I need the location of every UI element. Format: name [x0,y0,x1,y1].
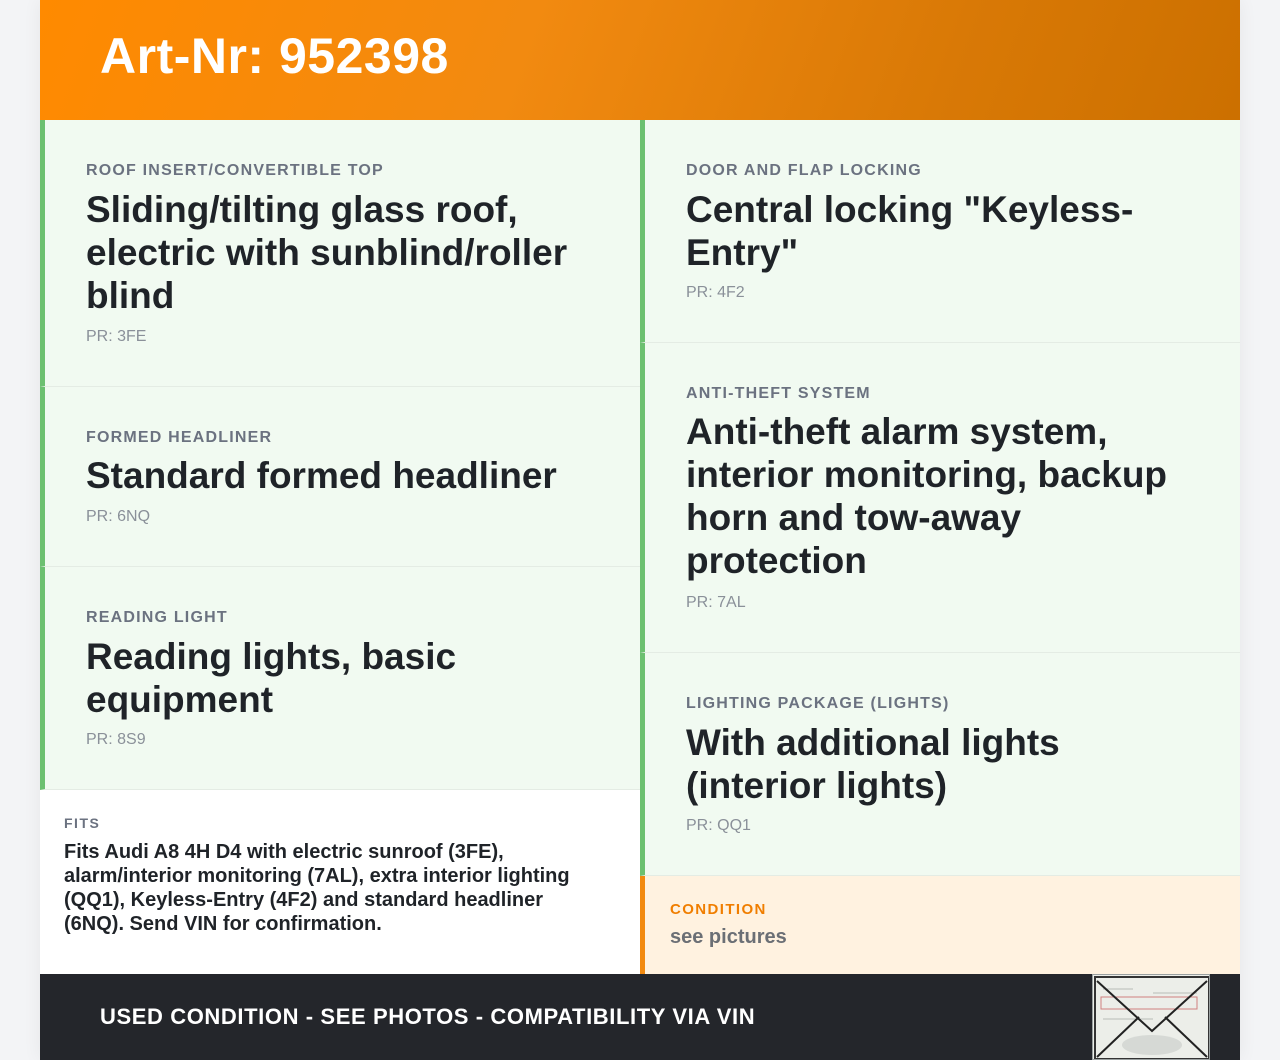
feature-card-reading-light [40,567,640,790]
feature-category: READING LIGHT [86,609,228,626]
feature-pr-code: PR: 4F2 [686,284,745,301]
left-column [40,120,640,790]
feature-card-lighting-package [640,653,1240,876]
feature-pr-code: PR: 7AL [686,594,746,611]
page [40,0,1240,1060]
fits-text: Fits Audi A8 4H D4 with electric sunroof (3FE), alarm/interior monitoring (7AL), extra interior lighting (QQ1), Keyless-Entry (4F2) and standard headliner (6NQ). Send VIN for confirmation. [64,841,570,935]
condition-value: see pictures [670,926,787,948]
feature-pr-code: PR: 3FE [86,328,147,345]
feature-title: Reading lights, basic equipment [86,636,457,720]
feature-category: DOOR AND FLAP LOCKING [686,162,922,179]
feature-category: FORMED HEADLINER [86,429,273,446]
header [40,0,1240,120]
feature-card-headliner [40,387,640,567]
feature-card-locking [640,120,1240,343]
feature-title: Anti-theft alarm system, interior monitoring, backup horn and tow-away protection [686,411,1168,581]
feature-title: Sliding/tilting glass roof, electric with sunblind/roller blind [86,189,568,316]
right-column [640,120,1240,876]
feature-category: ROOF INSERT/CONVERTIBLE TOP [86,162,384,179]
feature-card-anti-theft [640,343,1240,653]
condition-label: CONDITION [670,901,767,918]
footer [40,974,1240,1060]
fits-section [40,790,640,974]
feature-pr-code: PR: 6NQ [86,508,151,525]
registration-document-icon [1092,974,1210,1060]
feature-category: ANTI-THEFT SYSTEM [686,385,871,402]
feature-title: Standard formed headliner [86,455,557,496]
feature-pr-code: PR: 8S9 [86,731,146,748]
article-number: Art-Nr: 952398 [100,28,449,84]
feature-title: Central locking "Keyless-Entry" [686,189,1134,273]
feature-pr-code: PR: QQ1 [686,817,751,834]
document-envelope-graphic [1093,975,1210,1060]
fits-label: FITS [64,815,101,831]
footer-text: USED CONDITION - SEE PHOTOS - COMPATIBILITY VIA VIN [100,1004,756,1029]
feature-card-roof [40,120,640,387]
feature-category: LIGHTING PACKAGE (LIGHTS) [686,695,950,712]
feature-title: With additional lights (interior lights) [686,722,1060,806]
condition-section [640,876,1240,974]
